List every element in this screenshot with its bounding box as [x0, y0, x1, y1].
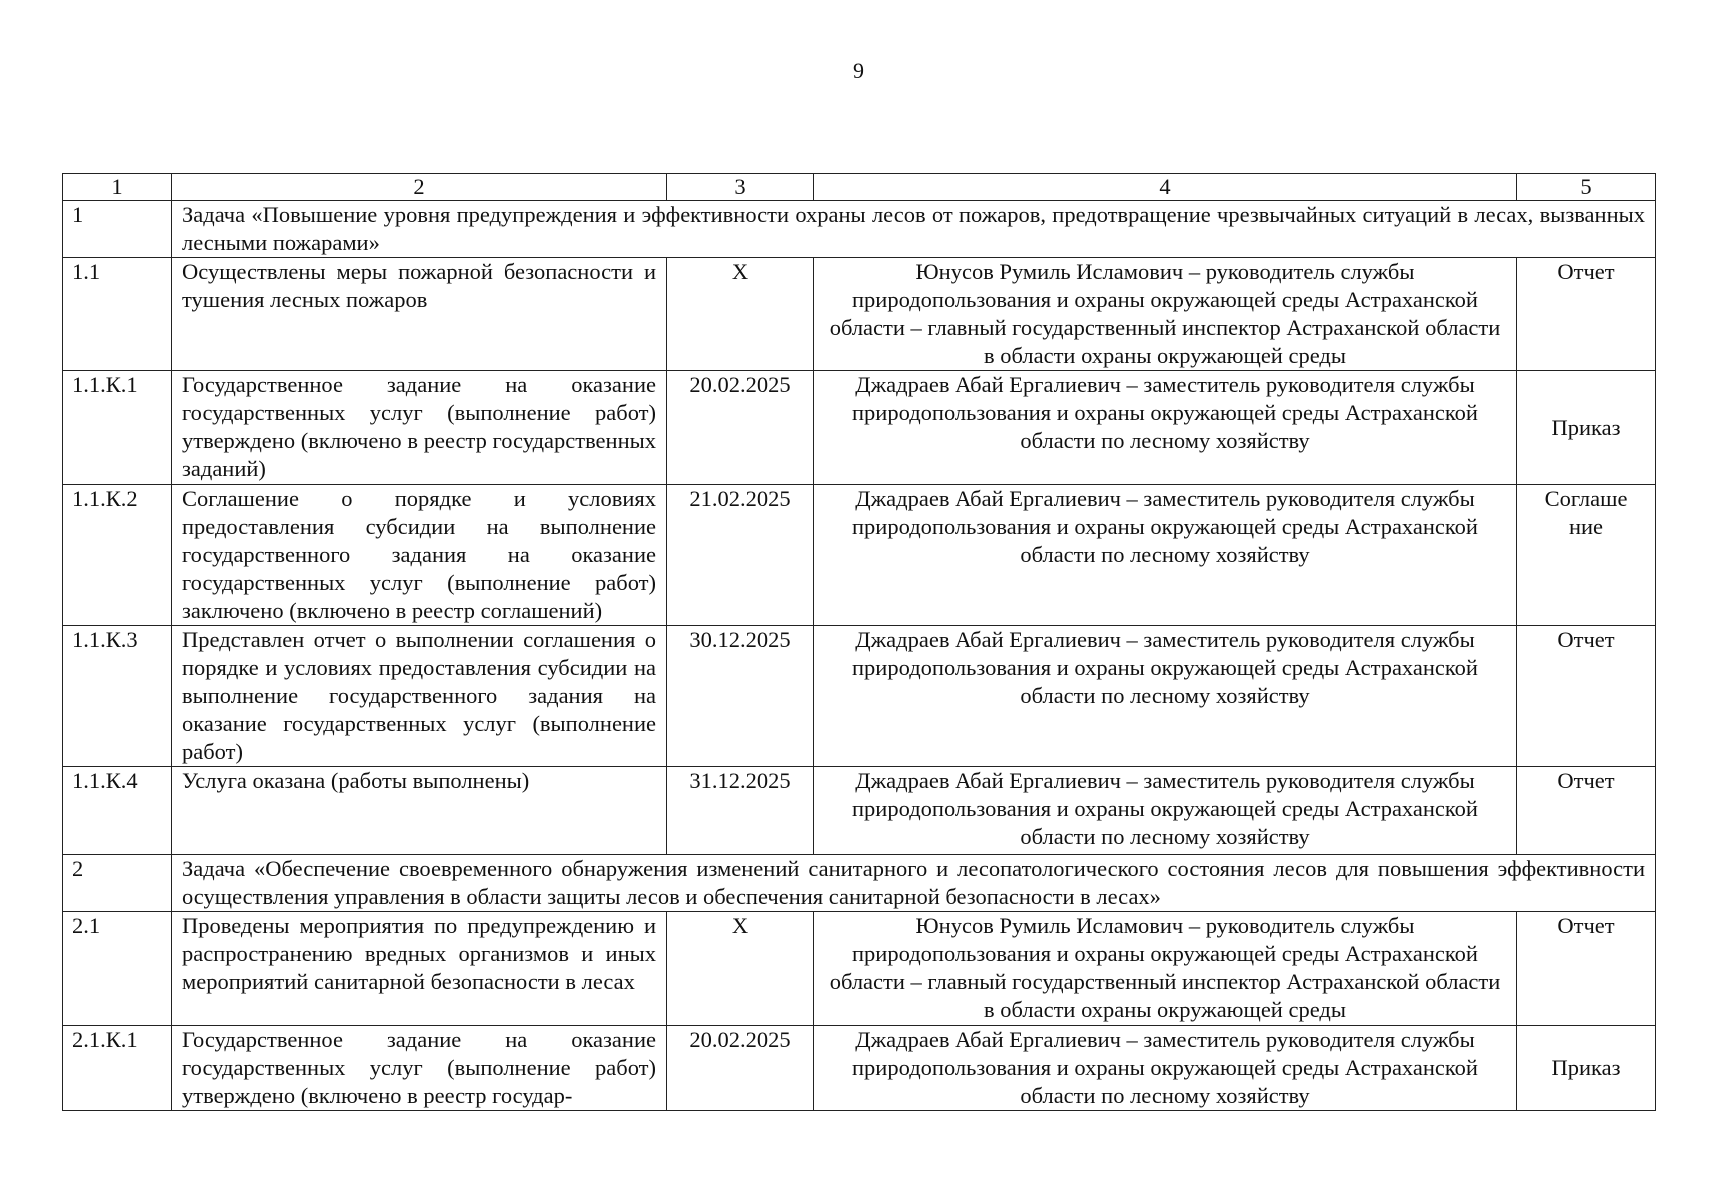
event-name: Представлен отчет о выполнении соглашения о порядке и условиях предоставления субсидии на выполнение государственного задания на оказание государственных услуг (выполнение работ): [172, 626, 667, 767]
table-row: [63, 371, 1656, 485]
table-row: [63, 1026, 1656, 1111]
row-number: 2: [63, 855, 172, 912]
event-name: Услуга оказана (работы выполнены): [172, 767, 667, 855]
event-date: X: [667, 258, 814, 371]
column-header-3: 3: [667, 174, 814, 201]
task-text: Задача «Повышение уровня предупреждения и эффективности охраны лесов от пожаров, предотвращение чрезвычайных ситуаций в лесах, вызванных лесными пожарами»: [172, 201, 1656, 258]
table-row: [63, 767, 1656, 855]
responsible-person: Юнусов Румиль Исламович – руководитель службы природопользования и охраны окружающей среды Астраханской области – главный государственный инспектор Астраханской области в области охраны окружающей среды: [814, 258, 1517, 371]
task-row: [63, 201, 1656, 258]
document-type: Приказ: [1517, 371, 1656, 485]
column-header-5: 5: [1517, 174, 1656, 201]
event-name: Государственное задание на оказание государственных услуг (выполнение работ) утверждено (включено в реестр государ-: [172, 1026, 667, 1111]
event-date: 21.02.2025: [667, 485, 814, 626]
table-row: [63, 626, 1656, 767]
row-number: 2.1: [63, 912, 172, 1026]
document-type: Отчет: [1517, 258, 1656, 371]
column-header-1: 1: [63, 174, 172, 201]
event-name: Государственное задание на оказание государственных услуг (выполнение работ) утверждено (включено в реестр государственных заданий): [172, 371, 667, 485]
table-row: [63, 912, 1656, 1026]
document-type: [1517, 485, 1656, 626]
row-number: 1.1.К.2: [63, 485, 172, 626]
event-date: 20.02.2025: [667, 371, 814, 485]
responsible-person: Юнусов Румиль Исламович – руководитель службы природопользования и охраны окружающей среды Астраханской области – главный государственный инспектор Астраханской области в области охраны окружающей среды: [814, 912, 1517, 1026]
column-header-4: 4: [814, 174, 1517, 201]
row-number: 1.1.К.1: [63, 371, 172, 485]
responsible-person: Джадраев Абай Ергалиевич – заместитель руководителя службы природопользования и охраны окружающей среды Астраханской области по лесному хозяйству: [814, 767, 1517, 855]
column-header-2: 2: [172, 174, 667, 201]
table-row: [63, 258, 1656, 371]
row-number: 1: [63, 201, 172, 258]
responsible-person: Джадраев Абай Ергалиевич – заместитель руководителя службы природопользования и охраны окружающей среды Астраханской области по лесному хозяйству: [814, 1026, 1517, 1111]
row-number: 1.1: [63, 258, 172, 371]
row-number: 2.1.К.1: [63, 1026, 172, 1111]
document-type: Отчет: [1517, 767, 1656, 855]
document-type-text: Соглашение: [1544, 486, 1628, 539]
row-number: 1.1.К.4: [63, 767, 172, 855]
event-name: Соглашение о порядке и условиях предоставления субсидии на выполнение государственного задания на оказание государственных услуг (выполнение работ) заключено (включено в реестр соглашений): [172, 485, 667, 626]
event-date: 30.12.2025: [667, 626, 814, 767]
table-row: [63, 485, 1656, 626]
responsible-person: Джадраев Абай Ергалиевич – заместитель руководителя службы природопользования и охраны окружающей среды Астраханской области по лесному хозяйству: [814, 626, 1517, 767]
page-number: 9: [853, 58, 864, 83]
document-type: Приказ: [1517, 1026, 1656, 1111]
event-name: Проведены мероприятия по предупреждению и распространению вредных организмов и иных мероприятий санитарной безопасности в лесах: [172, 912, 667, 1026]
task-text: Задача «Обеспечение своевременного обнаружения изменений санитарного и лесопатологического состояния лесов для повышения эффективности осуществления управления в области защиты лесов и обеспечения санитарной безопасности в лесах»: [172, 855, 1656, 912]
plan-table: [62, 173, 1656, 1111]
document-type: Отчет: [1517, 912, 1656, 1026]
event-name: Осуществлены меры пожарной безопасности и тушения лесных пожаров: [172, 258, 667, 371]
table-header-row: [63, 174, 1656, 201]
responsible-person: Джадраев Абай Ергалиевич – заместитель руководителя службы природопользования и охраны окружающей среды Астраханской области по лесному хозяйству: [814, 371, 1517, 485]
event-date: 20.02.2025: [667, 1026, 814, 1111]
event-date: 31.12.2025: [667, 767, 814, 855]
task-row: [63, 855, 1656, 912]
responsible-person: Джадраев Абай Ергалиевич – заместитель руководителя службы природопользования и охраны окружающей среды Астраханской области по лесному хозяйству: [814, 485, 1517, 626]
document-type: Отчет: [1517, 626, 1656, 767]
row-number: 1.1.К.3: [63, 626, 172, 767]
event-date: X: [667, 912, 814, 1026]
